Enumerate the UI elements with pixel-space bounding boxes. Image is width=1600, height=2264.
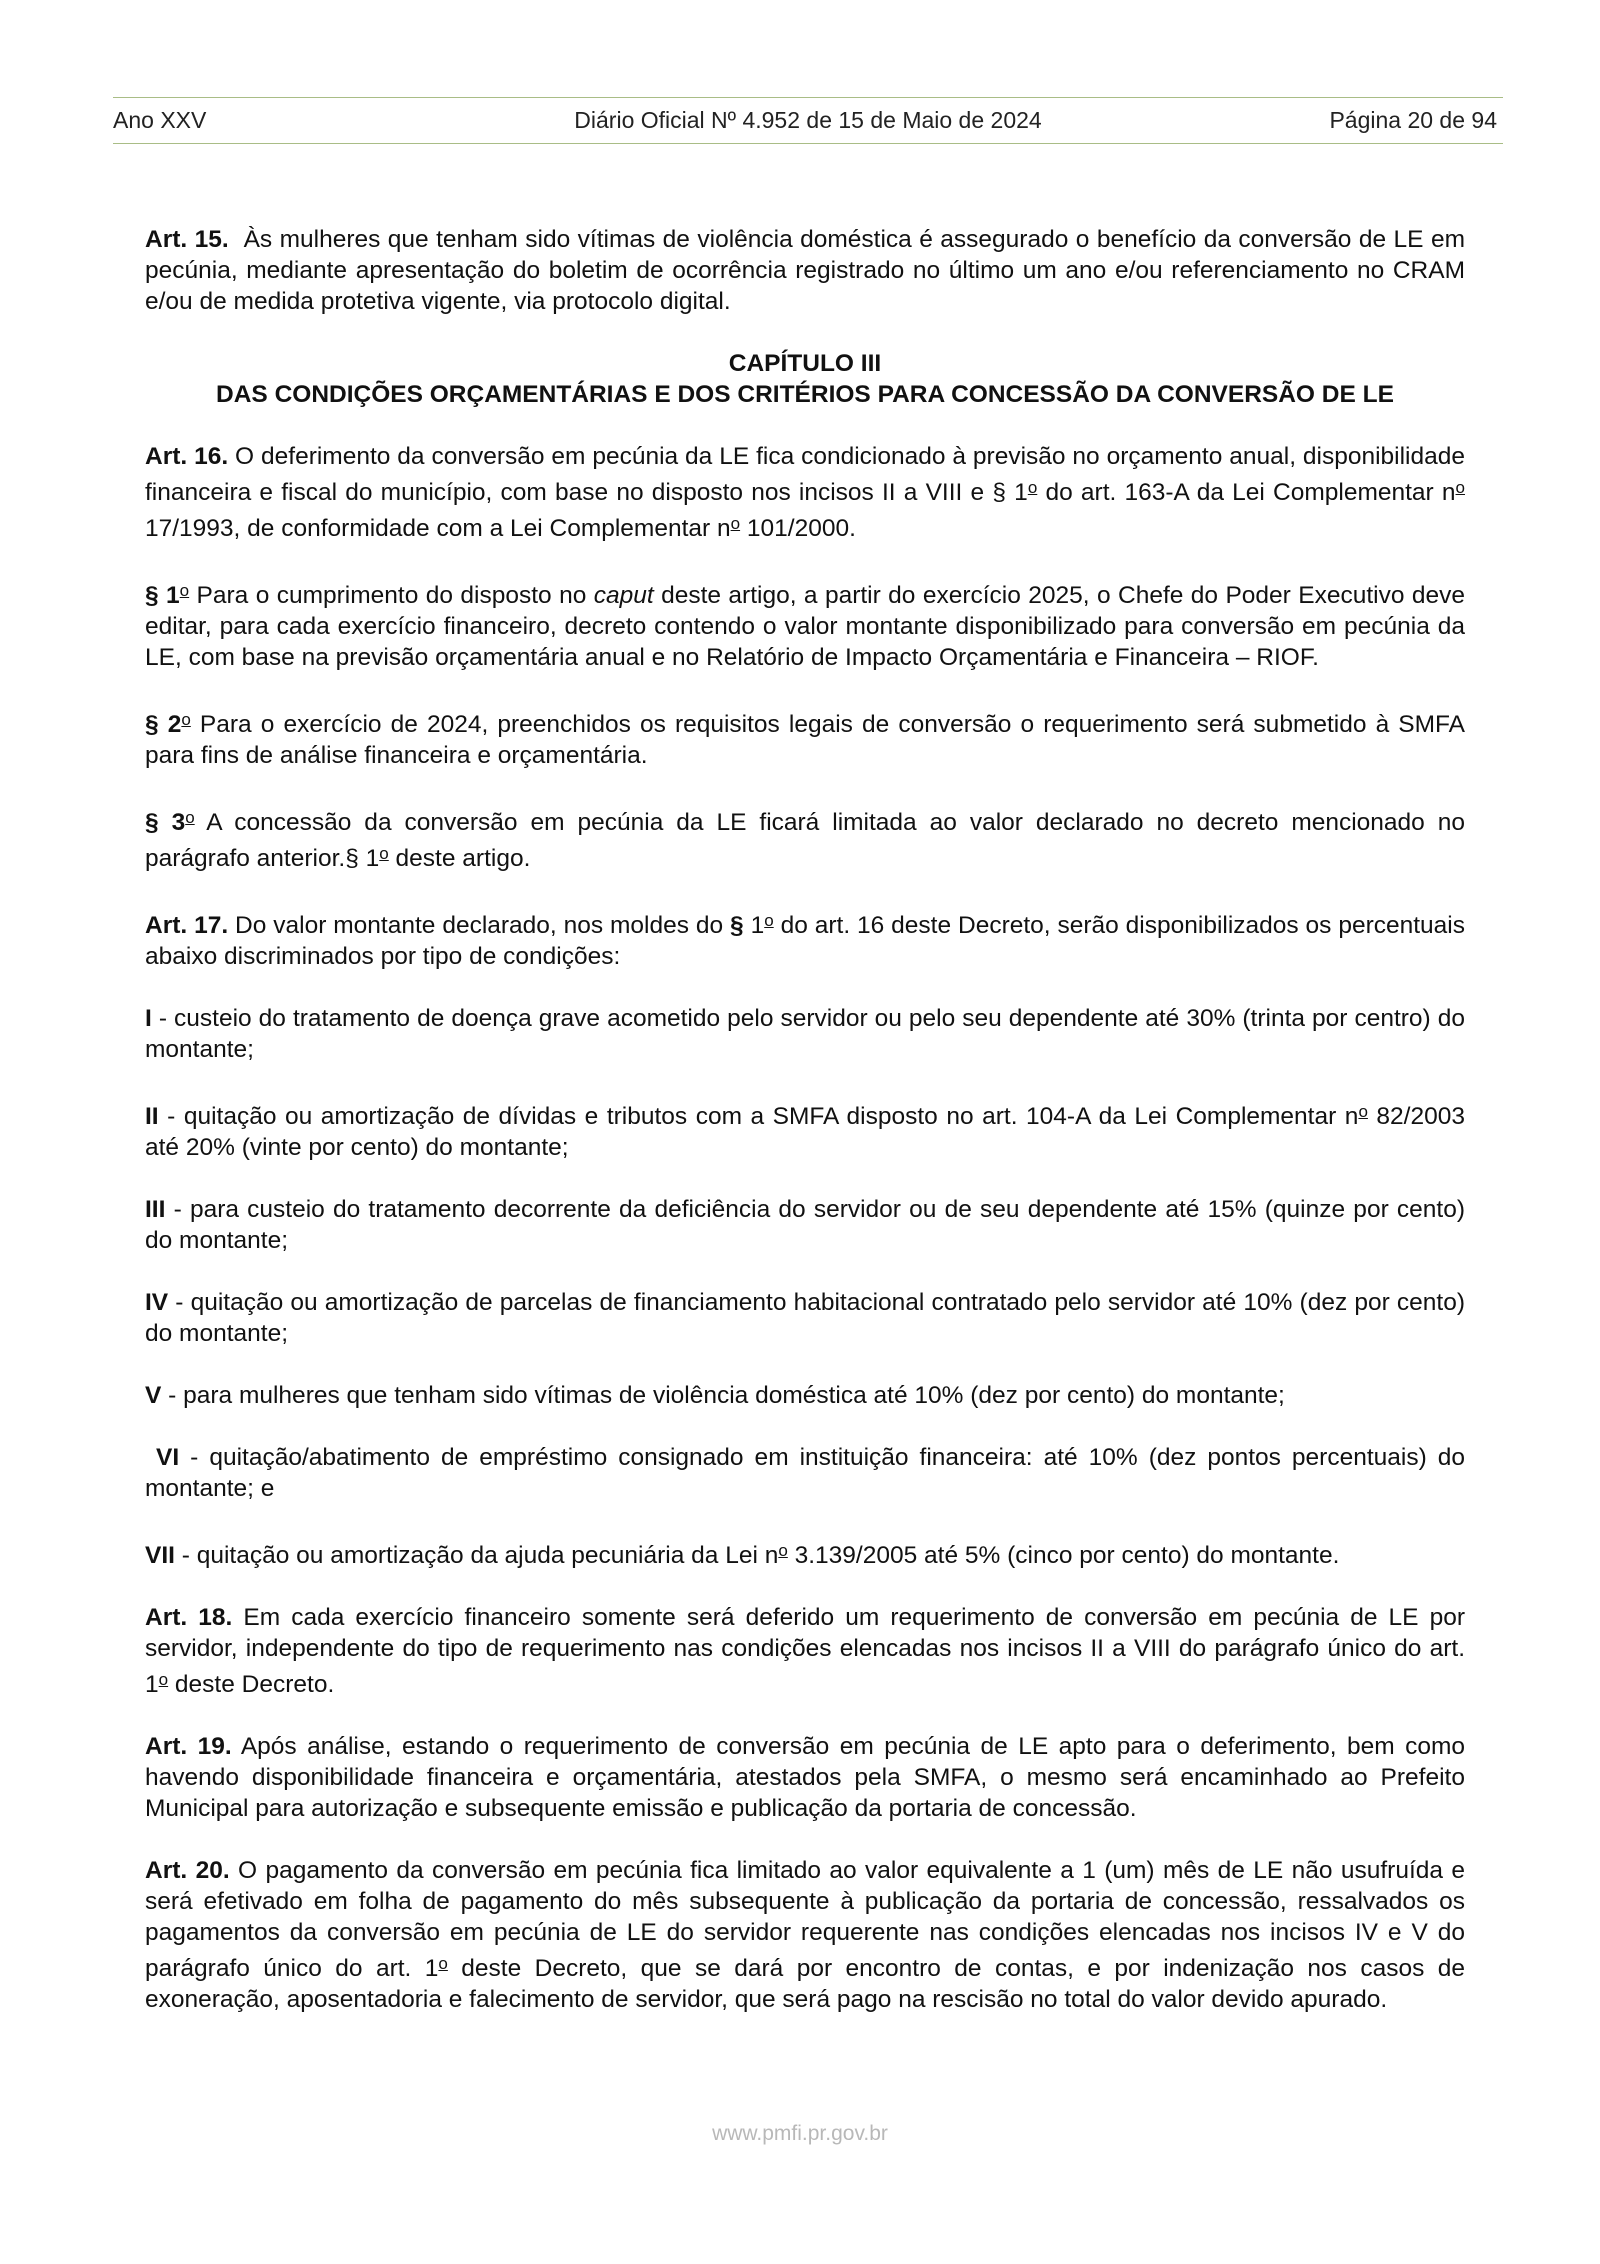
footer-website[interactable]: www.pmfi.pr.gov.br bbox=[712, 2122, 888, 2145]
article-text: do art. 163-A da Lei Complementar n bbox=[1037, 479, 1456, 506]
article-20 bbox=[145, 1855, 1465, 2015]
article-18 bbox=[145, 1602, 1465, 1700]
article-text: Do valor montante declarado, nos moldes do bbox=[228, 912, 731, 939]
header-page-number: Página 20 de 94 bbox=[1329, 107, 1497, 133]
ordinal-mark: o bbox=[158, 1670, 169, 1689]
item-number: V bbox=[145, 1382, 162, 1409]
article-text: deste Decreto. bbox=[168, 1671, 335, 1698]
section-symbol: § 3 bbox=[145, 809, 186, 836]
ordinal-mark: o bbox=[1358, 1102, 1368, 1121]
article-text: O deferimento da conversão em pecúnia da LE fica condicionado à previsão no orçamento anual, disponibilidade financeira e fiscal do município, com base no disposto nos incisos II a VIII e § 1 bbox=[145, 443, 1465, 506]
paragraph-1 bbox=[145, 575, 1465, 673]
item-text: - quitação ou amortização da ajuda pecuniária da Lei n bbox=[174, 1542, 779, 1569]
ordinal-mark: o bbox=[778, 1541, 788, 1560]
article-text: 1 bbox=[743, 912, 765, 939]
article-text: 17/1993, de conformidade com a Lei Complementar n bbox=[145, 515, 731, 542]
article-15 bbox=[145, 224, 1465, 317]
article-label: Art. 19. bbox=[145, 1733, 232, 1760]
article-text: O pagamento da conversão em pecúnia fica limitado ao valor equivalente a 1 (um) mês de LE não usufruída e será efetivado em folha de pagamento do mês subsequente à publicação da portaria de concessão, ressalvados os pagamentos da conversão em pecúnia de LE do servidor requerente nas condições elencadas nos incisos IV e V do parágrafo único do art. 1 bbox=[145, 1857, 1466, 1982]
paragraph-text: Para o cumprimento do disposto no bbox=[189, 582, 594, 609]
ordinal-mark: o bbox=[181, 710, 191, 729]
paragraph-text: A concessão da conversão em pecúnia da LE ficará limitada ao valor declarado no decreto mencionado no parágrafo anterior.§ 1 bbox=[145, 809, 1466, 872]
paragraph-3 bbox=[145, 802, 1465, 874]
page-header bbox=[113, 97, 1503, 144]
section-symbol: § bbox=[730, 912, 744, 939]
paragraph-text: deste artigo. bbox=[388, 845, 531, 872]
item-v bbox=[145, 1380, 1465, 1411]
ordinal-mark: o bbox=[764, 911, 774, 930]
caput-term: caput bbox=[593, 582, 654, 609]
ordinal-mark: o bbox=[379, 844, 389, 863]
ordinal-mark: o bbox=[1027, 478, 1038, 497]
article-text: do art. 16 deste Decreto, serão disponibilizados os percentuais abaixo discriminados por tipo de condições: bbox=[145, 912, 1465, 970]
item-iii bbox=[145, 1194, 1465, 1256]
article-text: Às mulheres que tenham sido vítimas de violência doméstica é assegurado o benefício da conversão de LE em pecúnia, mediante apresentação do boletim de ocorrência registrado no último um ano e/ou referenciamento no CRAM e/ou de medida protetiva vigente, via protocolo digital. bbox=[145, 226, 1465, 315]
article-label: Art. 15. bbox=[145, 226, 229, 253]
ordinal-mark: o bbox=[185, 808, 195, 827]
item-number: II bbox=[145, 1103, 159, 1130]
article-label: Art. 17. bbox=[145, 912, 229, 939]
article-label: Art. 20. bbox=[145, 1857, 230, 1884]
item-text: - para custeio do tratamento decorrente da deficiência do servidor ou de seu dependente até 15% (quinze por cento) do montante; bbox=[145, 1196, 1465, 1254]
item-iv bbox=[145, 1287, 1465, 1349]
article-label: Art. 18. bbox=[145, 1604, 233, 1631]
header-year: Ano XXV bbox=[113, 107, 207, 133]
ordinal-mark: o bbox=[1455, 478, 1465, 497]
item-vii bbox=[145, 1535, 1465, 1571]
article-label: Art. 16. bbox=[145, 443, 229, 470]
ordinal-mark: o bbox=[730, 514, 741, 533]
ordinal-mark: o bbox=[179, 581, 190, 600]
paragraph-text: Para o exercício de 2024, preenchidos os requisitos legais de conversão o requerimento será submetido à SMFA para fins de análise financeira e orçamentária. bbox=[145, 711, 1466, 769]
article-17 bbox=[145, 905, 1465, 972]
item-number: IV bbox=[145, 1289, 169, 1316]
article-text: 101/2000. bbox=[740, 515, 856, 542]
paragraph-2 bbox=[145, 704, 1465, 771]
item-ii bbox=[145, 1096, 1465, 1163]
article-text: Após análise, estando o requerimento de conversão em pecúnia de LE apto para o deferimento, bem como havendo disponibilidade financeira e orçamentária, atestados pela SMFA, o mesmo será encaminhado ao Prefeito Municipal para autorização e subsequente emissão e publicação da portaria de concessão. bbox=[145, 1733, 1465, 1822]
item-text: 82/2003 até 20% (vinte por cento) do montante; bbox=[145, 1103, 1465, 1161]
item-text: - quitação ou amortização de dívidas e tributos com a SMFA disposto no art. 104-A da Lei Complementar n bbox=[158, 1103, 1359, 1130]
item-number: III bbox=[145, 1196, 166, 1223]
item-text: - quitação/abatimento de empréstimo consignado em instituição financeira: até 10% (dez pontos percentuais) do montante; e bbox=[145, 1444, 1465, 1502]
item-number: VII bbox=[145, 1542, 175, 1569]
chapter-title: DAS CONDIÇÕES ORÇAMENTÁRIAS E DOS CRITÉRIOS PARA CONCESSÃO DA CONVERSÃO DE LE bbox=[216, 381, 1394, 408]
item-text: - para mulheres que tenham sido vítimas de violência doméstica até 10% (dez por cento) do montante; bbox=[161, 1382, 1285, 1409]
item-text: 3.139/2005 até 5% (cinco por cento) do montante. bbox=[787, 1542, 1340, 1569]
header-issue: Diário Oficial Nº 4.952 de 15 de Maio de 2024 bbox=[574, 107, 1042, 133]
article-text: deste Decreto, que se dará por encontro de contas, e por indenização nos casos de exoneração, aposentadoria e falecimento de servidor, que será pago na rescisão no total do valor devido apurado. bbox=[145, 1955, 1466, 2013]
item-i bbox=[145, 1003, 1465, 1065]
item-number: VI bbox=[156, 1444, 180, 1471]
chapter-heading bbox=[145, 348, 1465, 410]
article-19 bbox=[145, 1731, 1465, 1824]
item-text: - quitação ou amortização de parcelas de financiamento habitacional contratado pelo servidor até 10% (dez por cento) do montante; bbox=[145, 1289, 1465, 1347]
item-number: I bbox=[145, 1005, 152, 1032]
article-text: Em cada exercício financeiro somente será deferido um requerimento de conversão em pecúnia de LE por servidor, independente do tipo de requerimento nas condições elencadas nos incisos II a VIII do parágrafo único do art. 1 bbox=[145, 1604, 1465, 1698]
ordinal-mark: o bbox=[438, 1954, 448, 1973]
section-symbol: § 2 bbox=[145, 711, 182, 738]
article-16 bbox=[145, 441, 1465, 544]
paragraph-text: deste artigo, a partir do exercício 2025, o Chefe do Poder Executivo deve editar, para cada exercício financeiro, decreto contendo o valor montante disponibilizado para conversão em pecúnia da LE, com base na previsão orçamentária anual e no Relatório de Impacto Orçamentária e Financeira – RIOF. bbox=[145, 582, 1466, 671]
document-body bbox=[145, 224, 1465, 2046]
item-vi bbox=[145, 1442, 1465, 1504]
section-symbol: § 1 bbox=[145, 582, 180, 609]
chapter-number: CAPÍTULO III bbox=[728, 350, 882, 377]
item-text: - custeio do tratamento de doença grave acometido pelo servidor ou pelo seu dependente até 30% (trinta por centro) do montante; bbox=[145, 1005, 1465, 1063]
